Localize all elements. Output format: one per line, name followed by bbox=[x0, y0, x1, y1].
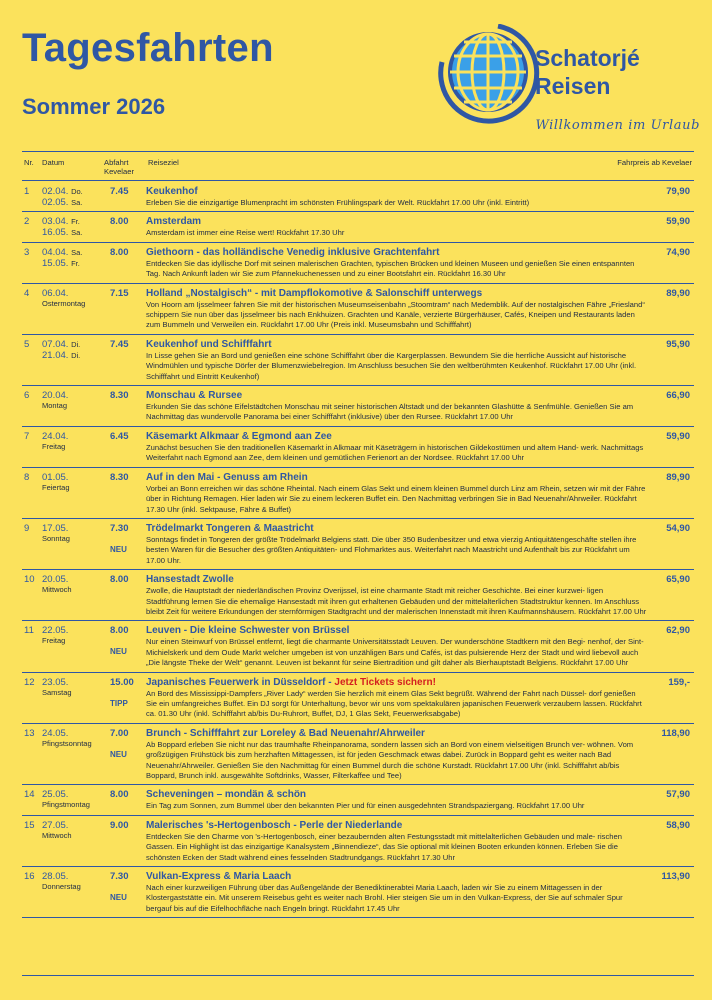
trip-number: 12 bbox=[24, 676, 35, 688]
departure-time: 8.00 bbox=[110, 625, 129, 637]
trip-title: Keukenhof bbox=[146, 186, 198, 197]
trip-dates bbox=[42, 789, 104, 810]
trip-price: 79,90 bbox=[666, 186, 690, 197]
trip-dates bbox=[42, 820, 104, 841]
trip-dates bbox=[42, 728, 104, 749]
trip-weekday: Feiertag bbox=[42, 482, 70, 492]
trip-row bbox=[22, 519, 694, 570]
trip-number: 10 bbox=[24, 574, 35, 586]
trip-list bbox=[22, 182, 694, 918]
trip-description: Erkunden Sie das schöne Eifelstädtchen Monschau mit seiner historischen Altstadt und der bekannten Glashütte & Senfmühle. Genießen Sie am Nachmittag das wundervolle Panorama bei einer Schifffahrt (inklusive) über den Rursee. Rückfahrt 17.00 Uhr bbox=[146, 402, 634, 422]
trip-title: Vulkan-Express & Maria Laach bbox=[146, 871, 292, 883]
trip-number: 14 bbox=[24, 789, 35, 801]
trip-title: Giethoorn - das holländische Venedig inklusive Grachtenfahrt bbox=[146, 246, 440, 258]
trip-price: 118,90 bbox=[661, 727, 690, 739]
header-bottom-rule bbox=[22, 180, 694, 181]
departure-time: 7.45 bbox=[110, 338, 129, 350]
trip-row bbox=[22, 785, 694, 815]
page-subtitle: Sommer 2026 bbox=[22, 94, 166, 119]
trip-date-2: 02.05. Sa. bbox=[42, 197, 83, 208]
trip-dates bbox=[42, 390, 104, 411]
trip-weekday: Mittwoch bbox=[42, 585, 72, 595]
trip-dates bbox=[42, 186, 104, 208]
trip-number: 11 bbox=[24, 625, 34, 637]
trip-body bbox=[146, 246, 648, 280]
trip-date-1: 27.05. bbox=[42, 819, 69, 831]
trip-row bbox=[22, 673, 694, 724]
trip-row bbox=[22, 570, 694, 621]
trip-description: Ab Boppard erleben Sie nicht nur das traumhafte Rheinpanorama, sondern lassen sich an Bord von einem vielseitigen Brunch ver- wöhnen. Vom großzügigen Frühstück bis zum herzhaften Mittagessen, ist für jeden Geschmack etwas dabei. Zurück in Boppard geht es weiter nach Bad Neuenahr/Ahrweiler. Genießen Sie den Nachmittag für einen Bummel durch die schöne Kurstadt. Rückfahrt 17.00 Uhr (inkl. Schifffahrt ab/bis Boppard, Brunch inkl. ausgewählte Softdrinks, Wasser, Filterkaffee und Tee) bbox=[146, 739, 634, 780]
trip-body bbox=[146, 430, 648, 464]
trip-title: Käsemarkt Alkmaar & Egmond aan Zee bbox=[146, 430, 332, 442]
trip-row bbox=[22, 182, 694, 212]
trip-dates bbox=[42, 339, 104, 361]
departure-time: 8.00 bbox=[110, 246, 129, 258]
brand-name bbox=[535, 44, 705, 100]
trip-body bbox=[146, 522, 648, 566]
trip-body bbox=[146, 727, 648, 782]
trip-number: 13 bbox=[24, 727, 35, 739]
ticket-alert: Jetzt Tickets sichern! bbox=[334, 676, 436, 688]
trip-date-1: 24.05. bbox=[42, 727, 69, 739]
trip-title: Leuven - Die kleine Schwester von Brüssel bbox=[146, 625, 350, 637]
trip-description: Amsterdam ist immer eine Reise wert! Rückfahrt 17.30 Uhr bbox=[146, 228, 345, 238]
trip-date-1: 25.05. bbox=[42, 789, 69, 801]
trip-date-1: 20.05. bbox=[42, 574, 69, 586]
trip-body bbox=[146, 819, 648, 863]
departure-time: 8.00 bbox=[110, 789, 129, 801]
brand-name-line2: Reisen bbox=[535, 73, 611, 99]
departure-time: 9.00 bbox=[110, 819, 129, 831]
departure-time: 7.15 bbox=[110, 287, 129, 299]
trip-body bbox=[146, 676, 648, 720]
trip-description: Zunächst besuchen Sie den traditionellen Käsemarkt in Alkmaar mit Käseträgern in historischen Gildekostümen und altem Hand- werk. Nachmittags Weiterfahrt nach Egmond aan Zee, dem kleinen und gemütlichen Ferienort an der Nordsee. Rückfahrt 17.00 Uhr bbox=[146, 442, 644, 463]
trip-title: Amsterdam bbox=[146, 216, 202, 228]
trip-dates bbox=[42, 431, 104, 452]
trip-weekday: Freitag bbox=[42, 441, 66, 451]
trip-weekday: Pfingstmontag bbox=[42, 800, 90, 810]
trip-dates bbox=[42, 216, 104, 238]
trip-dates bbox=[42, 677, 104, 698]
trip-dates bbox=[42, 574, 104, 595]
trip-description: An Bord des Mississippi-Dampfers „River Lady“ werden Sie herzlich mit einem Glas Sekt begrüßt. Während der Fahrt nach Düssel- dorf genießen Sie ein umfangreiches Buffet. Ein DJ sorgt für Unterhaltung, bevor wir uns vom spektakulären japanischen Feuerwerk verzaubern lassen. Rückfahrt ca. 01.30 Uhr (inkl. Schifffahrt ab/bis Du-Ruhrort, Buffet, DJ, 1 Glas Sekt, Feuerwerksabgabe) bbox=[146, 688, 642, 719]
trip-dates bbox=[42, 247, 104, 269]
trip-title: Japanisches Feuerwerk in Düsseldorf - Jetzt Tickets sichern! bbox=[146, 676, 436, 688]
brand-name-line1: Schatorjé bbox=[535, 45, 640, 71]
trip-weekday: Mittwoch bbox=[42, 830, 72, 840]
trip-number: 8 bbox=[24, 471, 30, 483]
trip-price: 89,90 bbox=[666, 471, 690, 483]
trip-price: 89,90 bbox=[666, 287, 690, 299]
trip-description: Zwolle, die Hauptstadt der niederländischen Provinz Overijssel, ist eine charmante Stadt mit reicher Geschichte. Bei einer kurzwei- ligen Stadtführung lernen Sie die ehemalige Hansestadt mit ihren gut erhaltenen Gebäuden und der mittelalterlichen Stadtstruktur kennen. Im Anschluss bleibt Zeit für weitere Erkundungen der sternförmigen Stadtgracht und der malerischen Innenstadt mit ihren Kaufmannshäusern. Rückfahrt 17.00 Uhr bbox=[146, 586, 647, 616]
trip-description: Nach einer kurzweiligen Führung über das Außengelände der Benediktinerabtei Maria Laach, laden wir Sie zu einem Mittagessen in der Klostergaststätte ein. Mit unserem Reisebus geht es weiter nach Brohl. Hier steigen Sie um in den Vulkan-Express, der Sie auf schmaler Spur bergauf bis auf die Eifelhochfläche nach Engeln bringt. Rückfahrt 17.45 Uhr bbox=[146, 883, 623, 913]
departure-time: 8.00 bbox=[110, 574, 129, 586]
trip-row bbox=[22, 468, 694, 519]
table-header bbox=[22, 154, 694, 180]
trip-number: 16 bbox=[24, 871, 35, 883]
trip-row bbox=[22, 386, 694, 427]
trip-body bbox=[146, 870, 648, 914]
trip-row bbox=[22, 724, 694, 786]
trip-title: Scheveningen – mondän & schön bbox=[146, 789, 307, 801]
trip-row bbox=[22, 212, 694, 242]
trip-badge: NEU bbox=[110, 749, 127, 759]
trip-dates bbox=[42, 523, 104, 544]
trip-date-2: 16.05. Sa. bbox=[42, 227, 83, 239]
trip-body bbox=[146, 287, 648, 331]
brand-slogan: Willkommen im Urlaub bbox=[535, 118, 700, 133]
trip-badge: TIPP bbox=[110, 698, 128, 708]
trip-description: Sonntags findet in Tongeren der größte Trödelmarkt Belgiens statt. Die über 350 Budenbesitzer und etwa vierzig Antiquitätengeschäfte stellen ihre besten Waren für die Besucher des größten Antiquitäten- und Flohmarktes aus. Weiterfahrt nach Maastricht und Aufenthalt bis zur Rückfahrt um 17.00 Uhr. bbox=[146, 534, 637, 565]
trip-row bbox=[22, 243, 694, 284]
header-divider bbox=[22, 151, 694, 152]
trip-number: 4 bbox=[24, 287, 30, 299]
trip-date-1: 28.05. bbox=[42, 871, 69, 883]
trip-title: Auf in den Mai - Genuss am Rhein bbox=[146, 471, 308, 483]
trip-row bbox=[22, 335, 694, 386]
departure-time: 8.30 bbox=[110, 471, 129, 483]
trip-number: 7 bbox=[24, 430, 30, 442]
trip-body bbox=[146, 338, 648, 382]
trip-body bbox=[146, 215, 648, 238]
trip-description: Entdecken Sie das idyllische Dorf mit seinen malerischen Grachten, typischen Brücken und kleinen Museen und genießen Sie einen entspannten Tag. Nach Ankunft laden wir Sie zum Pfannekuchenessen und zu einer Bootsfahrt ein. Rückfahrt 16.30 Uhr bbox=[146, 258, 635, 279]
trip-description: Nur einen Steinwurf von Brüssel entfernt, liegt die charmante Universitätsstadt Leuven. Der wunderschöne Stadtkern mit den Begi- nenhof, der Sint-Michielskerk und dem Oude Markt welcher umgeben ist von unzähligen Bars und Cafés, ist das pulsierende Herz der Stadt und wird liebevoll auch „Die längste Theke der Welt“ genannt. Leuven ist bekannt für seine Biertradition und gilt daher als Bierhauptstadt Belgiens. Rückfahrt 17.00 Uhr bbox=[146, 637, 644, 668]
col-abfahrt-line2: Kevelaer bbox=[104, 167, 134, 176]
trip-number: 6 bbox=[24, 390, 30, 402]
trip-date-1: 20.04. bbox=[42, 390, 69, 402]
trip-body bbox=[146, 185, 648, 208]
col-abfahrt-line1: Abfahrt bbox=[104, 158, 129, 167]
trip-row bbox=[22, 867, 694, 918]
page-title: Tagesfahrten bbox=[22, 26, 274, 70]
trip-date-1: 04.04. Sa. bbox=[42, 246, 83, 258]
trip-row bbox=[22, 427, 694, 468]
trip-badge: NEU bbox=[110, 647, 127, 657]
trip-price: 65,90 bbox=[666, 574, 690, 586]
trip-date-1: 23.05. bbox=[42, 676, 69, 688]
trip-price: 57,90 bbox=[666, 789, 690, 801]
trip-description: Ein Tag zum Sonnen, zum Bummel über den bekannten Pier und für einen ausgedehnten Strandspaziergang. Rückfahrt 17.00 Uhr bbox=[146, 801, 585, 811]
trip-price: 59,90 bbox=[666, 216, 690, 228]
trip-number: 15 bbox=[24, 819, 35, 831]
trip-date-1: 24.04. bbox=[42, 430, 69, 442]
trip-date-1: 17.05. bbox=[42, 522, 69, 534]
trip-date-1: 06.04. bbox=[42, 287, 69, 299]
departure-time: 7.00 bbox=[110, 727, 129, 739]
trip-number: 2 bbox=[24, 216, 30, 228]
trip-body bbox=[146, 788, 648, 811]
trip-price: 95,90 bbox=[666, 338, 690, 350]
trip-weekday: Freitag bbox=[42, 636, 66, 646]
trip-price: 59,90 bbox=[666, 430, 690, 442]
trip-date-1: 07.04. Di. bbox=[42, 338, 81, 350]
trip-price: 113,90 bbox=[661, 871, 690, 883]
trip-title: Trödelmarkt Tongeren & Maastricht bbox=[146, 522, 314, 534]
trip-title: Holland „Nostalgisch“ - mit Dampflokomotive & Salonschiff unterwegs bbox=[146, 287, 483, 299]
footer-rule bbox=[22, 975, 694, 976]
trip-number: 5 bbox=[24, 338, 30, 350]
col-datum: Datum bbox=[42, 158, 65, 167]
trip-price: 62,90 bbox=[666, 625, 690, 637]
trip-number: 9 bbox=[24, 522, 30, 534]
trip-title: Hansestadt Zwolle bbox=[146, 574, 234, 586]
trip-dates bbox=[42, 625, 104, 646]
departure-time: 15.00 bbox=[110, 676, 134, 688]
col-fahrpreis: Fahrpreis ab Kevelaer bbox=[617, 158, 692, 167]
trip-weekday: Ostermontag bbox=[42, 298, 86, 308]
trip-description: Vorbei an Bonn erreichen wir das schöne Rheintal. Nach einem Glas Sekt und einem kleinen Bummel durch Linz am Rhein, setzen wir mit der Fähre über in Richtung Remagen. Hier laden wir Sie zu einem leckeren Buffet ein. Den Nachmittag verbringen Sie in Bad Neuenahr/Ahrweiler. Rückfahrt 17.30 Uhr (inkl. Sektpause, Fähre & Buffet) bbox=[146, 483, 646, 514]
trip-price: 54,90 bbox=[666, 522, 690, 534]
trip-title: Keukenhof und Schifffahrt bbox=[146, 338, 272, 350]
trip-body bbox=[146, 471, 648, 515]
col-nr: Nr. bbox=[24, 158, 34, 167]
trip-weekday: Montag bbox=[42, 401, 68, 411]
departure-time: 8.00 bbox=[110, 216, 129, 228]
trip-description: In Lisse gehen Sie an Bord und genießen eine schöne Schifffahrt über die Kargerplassen. Bewundern Sie die herrliche Aussicht auf historische Windmühlen und typische Dörfer der Blumenzwiebelregion. Im Anschluss besuchen Sie den weltberühmten Keukenhof. Rückfahrt 17.00 Uhr (inkl. Schifffahrt und Eintritt Keukenhof) bbox=[146, 350, 637, 381]
trip-description: Entdecken Sie den Charme von 's-Hertogenbosch, einer bezaubernden alten Festungsstadt mit mittelalterlichen Gebäuden und male- rischen Gassen. Ein Highlight ist das einzigartige Kanalsystem „Binnendieze“, das Sie optional mit kleinen Booten erkunden können. Erleben Sie die schönsten Ecken der Stadt während eines fesselnden Stadtrundgangs. Rückfahrt 17.30 Uhr bbox=[146, 831, 622, 862]
trip-date-1: 02.04. Do. bbox=[42, 186, 83, 197]
trip-number: 3 bbox=[24, 246, 30, 258]
trip-description: Erleben Sie die einzigartige Blumenpracht im schönsten Frühlingspark der Welt. Rückfahrt 17.00 Uhr (inkl. Eintritt) bbox=[146, 198, 530, 207]
trip-price: 58,90 bbox=[666, 819, 690, 831]
col-abfahrt bbox=[104, 158, 134, 176]
departure-time: 7.30 bbox=[110, 522, 129, 534]
trip-row bbox=[22, 621, 694, 672]
trip-dates bbox=[42, 288, 104, 309]
trip-number: 1 bbox=[24, 186, 30, 197]
trip-weekday: Sonntag bbox=[42, 533, 70, 543]
trip-date-2: 21.04. Di. bbox=[42, 349, 81, 361]
trip-description: Von Hoorn am Ijsselmeer fahren Sie mit der historischen Museumseisenbahn „Stoomtram“ nach Medemblik. Auf der nostalgischen Fähre „Friesland“ schippern Sie nun über das Ijsselmeer bis nach Enkhuizen. Grachten und Kanäle, verzierte Bürgerhäuser, Cafés, Kneipen und Restaurants laden zum Bummeln und Verweilen ein. Rückfahrt 17.00 Uhr (Preis inkl. Museumsbahn und Schifffahrt) bbox=[146, 299, 645, 330]
departure-time: 7.30 bbox=[110, 871, 129, 883]
trip-title: Monschau & Rursee bbox=[146, 390, 243, 402]
trip-weekday: Samstag bbox=[42, 687, 72, 697]
trip-price: 159,- bbox=[668, 676, 690, 688]
departure-time: 7.45 bbox=[110, 186, 129, 197]
trip-weekday: Donnerstag bbox=[42, 882, 81, 892]
trip-date-1: 01.05. bbox=[42, 471, 69, 483]
trip-price: 74,90 bbox=[666, 246, 690, 258]
trip-title: Brunch - Schifffahrt zur Loreley & Bad Neuenahr/Ahrweiler bbox=[146, 727, 425, 739]
trip-date-2: 15.05. Fr. bbox=[42, 257, 80, 269]
trip-body bbox=[146, 624, 648, 668]
col-reiseziel: Reiseziel bbox=[148, 158, 179, 167]
trip-weekday: Pfingstsonntag bbox=[42, 738, 92, 748]
trip-badge: NEU bbox=[110, 893, 127, 903]
trip-badge: NEU bbox=[110, 544, 127, 554]
trip-row bbox=[22, 284, 694, 335]
trip-title: Malerisches 's-Hertogenbosch - Perle der Niederlande bbox=[146, 819, 403, 831]
trip-row bbox=[22, 816, 694, 867]
departure-time: 6.45 bbox=[110, 430, 129, 442]
trip-date-1: 22.05. bbox=[42, 625, 69, 637]
trip-body bbox=[146, 573, 648, 617]
trip-body bbox=[146, 389, 648, 423]
trip-date-1: 03.04. Fr. bbox=[42, 216, 80, 228]
trip-dates bbox=[42, 472, 104, 493]
departure-time: 8.30 bbox=[110, 390, 129, 402]
trip-dates bbox=[42, 871, 104, 892]
trip-price: 66,90 bbox=[666, 390, 690, 402]
